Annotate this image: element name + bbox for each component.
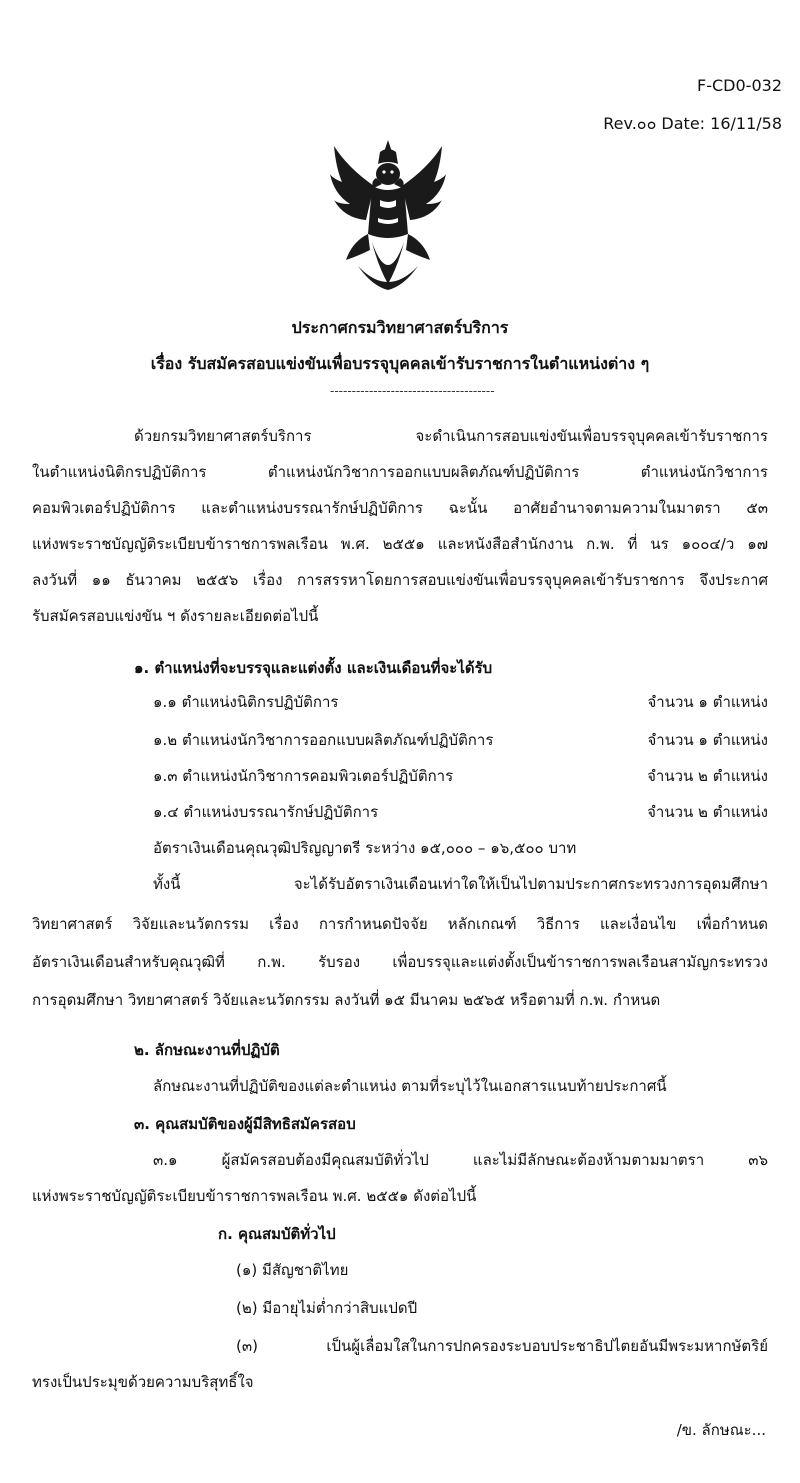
intro-line-3: คอมพิวเตอร์ปฏิบัติการ และตำแหน่งบรรณารักษ์ปฏิบัติการ ฉะนั้น อาศัยอำนาจตามความในมาตรา ๕๓ xyxy=(32,499,768,517)
position-item: ๑.๒ ตำแหน่งนักวิชาการออกแบบผลิตภัณฑ์ปฏิบัติการ xyxy=(153,731,494,749)
section3-heading: ๓. คุณสมบัติของผู้มีสิทธิสมัครสอบ xyxy=(134,1115,356,1133)
intro-line-2: ในตำแหน่งนิติกรปฏิบัติการ ตำแหน่งนักวิชาการออกแบบผลิตภัณฑ์ปฏิบัติการ ตำแหน่งนักวิชาการ xyxy=(32,463,768,481)
qualification-item-3-line-2: ทรงเป็นประมุขด้วยความบริสุทธิ์ใจ xyxy=(32,1373,254,1391)
position-count: จำนวน ๑ ตำแหน่ง xyxy=(647,731,768,749)
general-qualifications-heading: ก. คุณสมบัติทั่วไป xyxy=(218,1225,336,1243)
section2-heading: ๒. ลักษณะงานที่ปฏิบัติ xyxy=(134,1041,280,1059)
section3-para-line-2: แห่งพระราชบัญญัติระเบียบข้าราชการพลเรือน พ.ศ. ๒๕๕๑ ดังต่อไปนี้ xyxy=(32,1187,477,1205)
intro-line-6: รับสมัครสอบแข่งขัน ฯ ดังรายละเอียดต่อไปนี้ xyxy=(32,607,319,625)
section1-heading: ๑. ตำแหน่งที่จะบรรจุและแต่งตั้ง และเงินเดือนที่จะได้รับ xyxy=(134,659,493,677)
qualification-item: (๑) มีสัญชาติไทย xyxy=(236,1261,349,1279)
position-count: จำนวน ๒ ตำแหน่ง xyxy=(647,803,768,821)
position-count: จำนวน ๑ ตำแหน่ง xyxy=(647,693,768,711)
salary-note-line-2: วิทยาศาสตร์ วิจัยและนวัตกรรม เรื่อง การกำหนดปัจจัย หลักเกณฑ์ วิธีการ และเงื่อนไข เพื่อกำหนด xyxy=(32,915,768,933)
position-count: จำนวน ๒ ตำแหน่ง xyxy=(647,767,768,785)
position-item: ๑.๑ ตำแหน่งนิติกรปฏิบัติการ xyxy=(153,693,339,711)
salary-range: อัตราเงินเดือนคุณวุฒิปริญญาตรี ระหว่าง ๑๕,๐๐๐ – ๑๖,๕๐๐ บาท xyxy=(153,839,577,857)
announcement-title: ประกาศกรมวิทยาศาสตร์บริการ xyxy=(291,318,509,337)
position-item: ๑.๔ ตำแหน่งบรรณารักษ์ปฏิบัติการ xyxy=(153,803,379,821)
position-item: ๑.๓ ตำแหน่งนักวิชาการคอมพิวเตอร์ปฏิบัติการ xyxy=(153,767,454,785)
qualification-item-3-line-1: (๓) เป็นผู้เลื่อมใสในการปกครองระบอบประชาธิปไตยอันมีพระมหากษัตริย์ xyxy=(236,1337,768,1355)
form-code: F-CD0-032 xyxy=(697,76,782,95)
section3-para-line-1: ๓.๑ ผู้สมัครสอบต้องมีคุณสมบัติทั่วไป และไม่มีลักษณะต้องห้ามตามมาตรา ๓๖ xyxy=(153,1151,768,1169)
intro-line-5: ลงวันที่ ๑๑ ธันวาคม ๒๕๕๖ เรื่อง การสรรหาโดยการสอบแข่งขันเพื่อบรรจุบุคคลเข้ารับราชการ จึงประกาศ xyxy=(32,571,768,589)
salary-note-line-3: อัตราเงินเดือนสำหรับคุณวุฒิที่ ก.พ. รับรอง เพื่อบรรจุและแต่งตั้งเป็นข้าราชการพลเรือนสามัญกระทรวง xyxy=(32,953,768,971)
salary-note-line-4: การอุดมศึกษา วิทยาศาสตร์ วิจัยและนวัตกรรม ลงวันที่ ๑๕ มีนาคม ๒๕๖๕ หรือตามที่ ก.พ. กำหนด xyxy=(32,991,661,1009)
page-continuation: /ข. ลักษณะ... xyxy=(676,1421,766,1439)
salary-note-line-1: ทั้งนี้ จะได้รับอัตราเงินเดือนเท่าใดให้เป็นไปตามประกาศกระทรวงการอุดมศึกษา xyxy=(153,875,768,893)
section2-body: ลักษณะงานที่ปฏิบัติของแต่ละตำแหน่ง ตามที่ระบุไว้ในเอกสารแนบท้ายประกาศนี้ xyxy=(153,1077,667,1095)
revision-date: Rev.๐๐ Date: 16/11/58 xyxy=(603,114,782,133)
garuda-emblem xyxy=(328,138,448,294)
announcement-subject: เรื่อง รับสมัครสอบแข่งขันเพื่อบรรจุบุคคลเข้ารับราชการในตำแหน่งต่าง ๆ xyxy=(150,354,650,373)
qualification-item: (๒) มีอายุไม่ต่ำกว่าสิบแปดปี xyxy=(236,1299,418,1317)
intro-line-4: แห่งพระราชบัญญัติระเบียบข้าราชการพลเรือน พ.ศ. ๒๕๕๑ และหนังสือสำนักงาน ก.พ. ที่ นร ๑๐๐๔/ว ๑๗ xyxy=(32,535,768,553)
intro-line-1: ด้วยกรมวิทยาศาสตร์บริการ จะดำเนินการสอบแข่งขันเพื่อบรรจุบุคคลเข้ารับราชการ xyxy=(134,427,768,445)
title-divider: -------------------------------------- xyxy=(330,384,495,398)
